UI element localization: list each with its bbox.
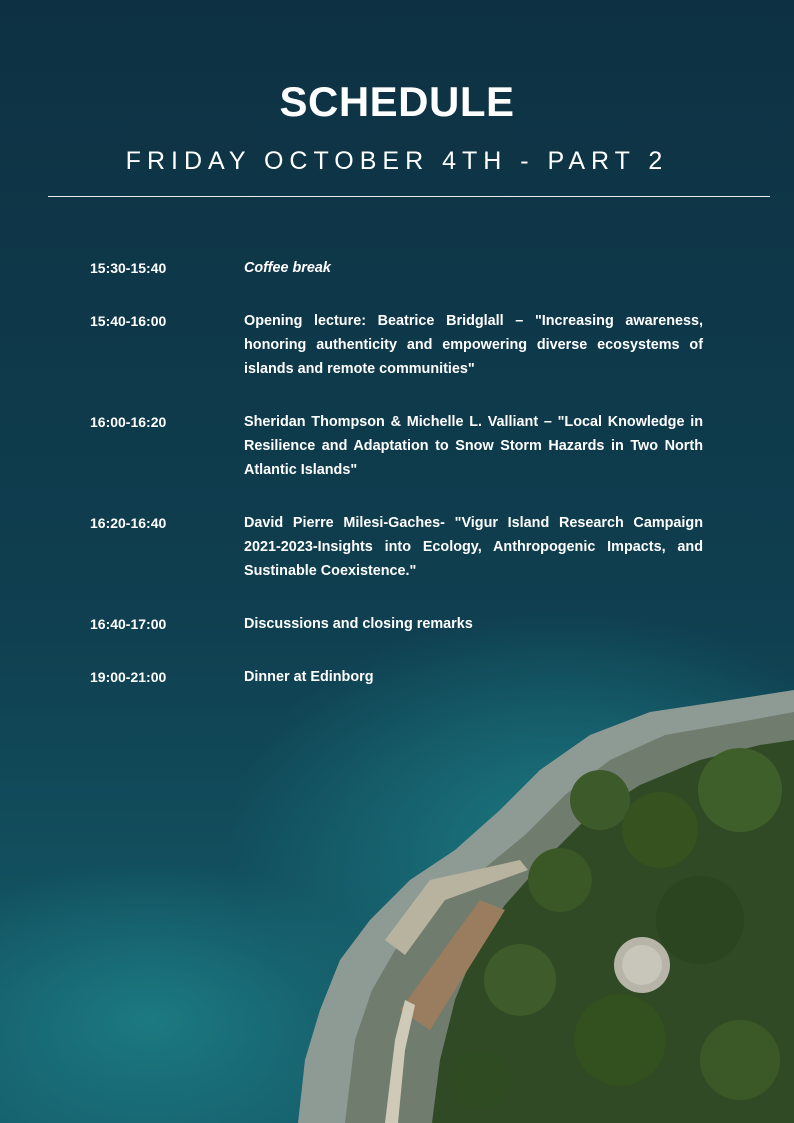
schedule-time: 16:20-16:40 — [90, 515, 167, 531]
schedule-description: Coffee break — [244, 260, 331, 276]
schedule-description: Discussions and closing remarks — [244, 616, 473, 632]
schedule-time: 15:40-16:00 — [90, 313, 167, 329]
header-divider — [48, 196, 770, 197]
schedule-time: 16:40-17:00 — [90, 616, 167, 632]
schedule-description: Dinner at Edinborg — [244, 669, 374, 685]
schedule-description: David Pierre Milesi-Gaches- "Vigur Island Research Campaign 2021-2023-Insights into Ecology, Anthropogenic Impacts, and Sustinable Coexistence." — [244, 515, 703, 579]
schedule-time: 19:00-21:00 — [90, 669, 167, 685]
schedule-description: Opening lecture: Beatrice Bridglall – "Increasing awareness, honoring authenticity and empowering diverse ecosystems of islands and remote communities" — [244, 313, 703, 377]
page-subtitle: FRIDAY OCTOBER 4TH - PART 2 — [125, 147, 669, 175]
page-title: SCHEDULE — [279, 78, 515, 125]
schedule-description: Sheridan Thompson & Michelle L. Valliant – "Local Knowledge in Resilience and Adaptation to Snow Storm Hazards in Two North Atlantic Islands" — [244, 414, 703, 478]
schedule-time: 15:30-15:40 — [90, 260, 167, 276]
schedule-time: 16:00-16:20 — [90, 414, 167, 430]
